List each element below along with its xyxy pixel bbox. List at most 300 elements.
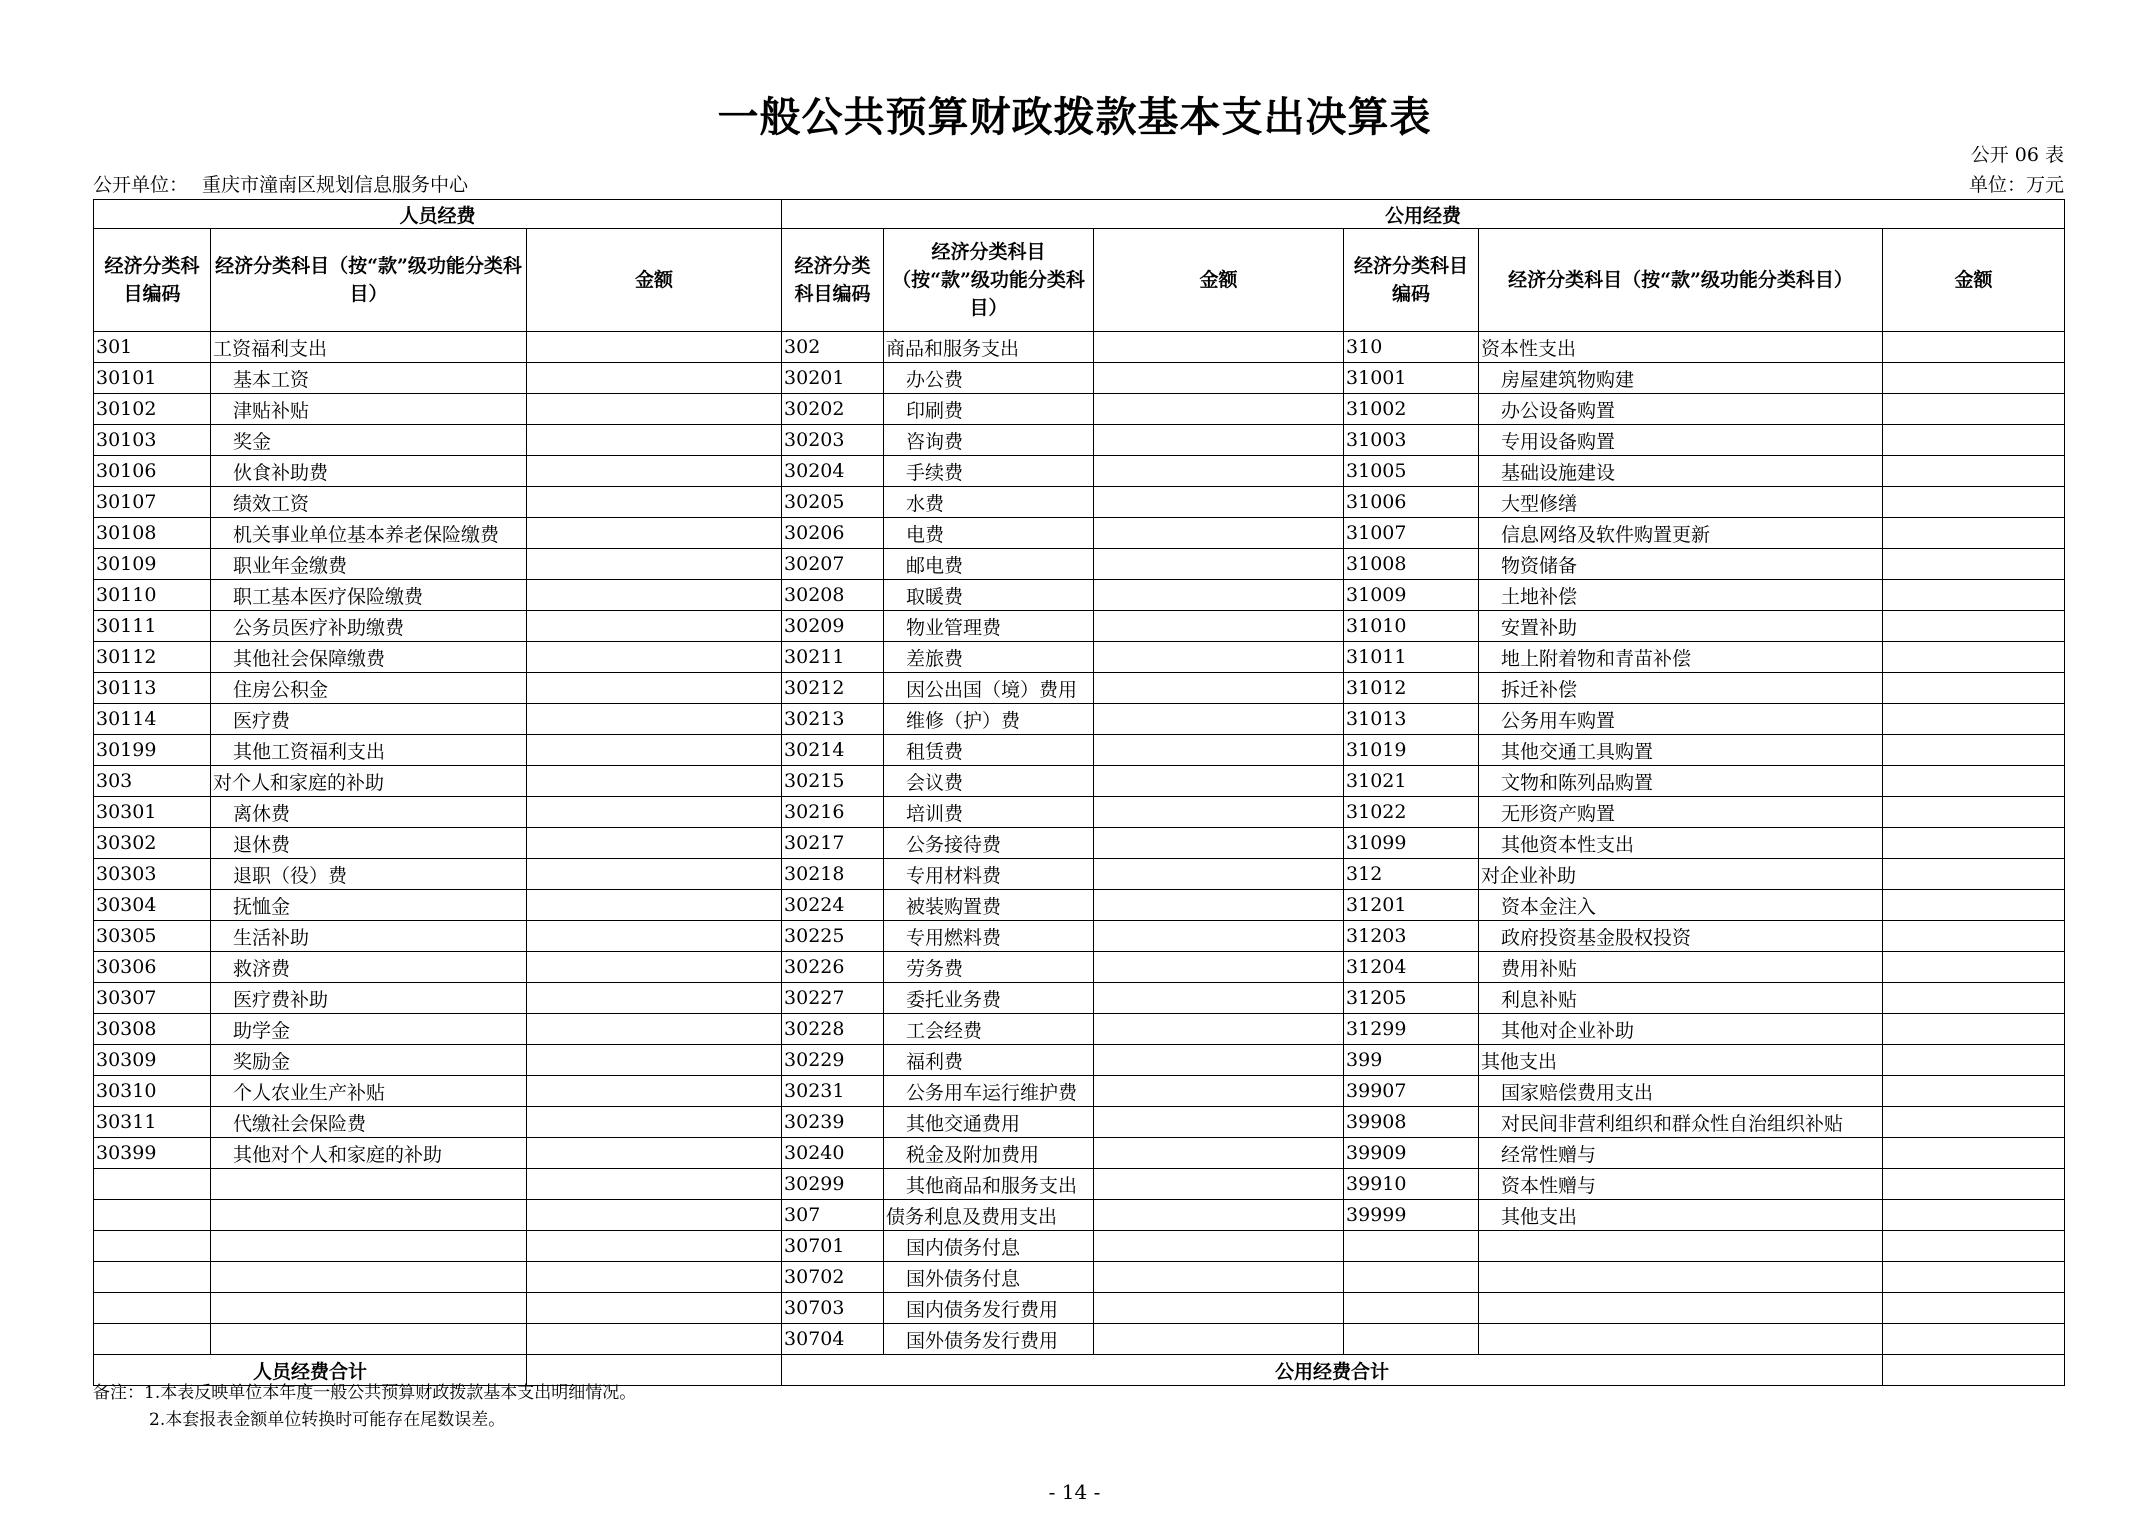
capital-code-cell: 39907 — [1344, 1076, 1479, 1107]
personnel-code-cell: 30110 — [94, 580, 211, 611]
goods-code-cell: 30225 — [782, 921, 884, 952]
capital-amount-cell — [1883, 425, 2065, 456]
goods-code-cell: 30212 — [782, 673, 884, 704]
col-goods-name: 经济分类科目（按“款”级功能分类科目） — [884, 229, 1094, 332]
personnel-name-cell: 退职（役）费 — [211, 859, 527, 890]
col-goods-amount: 金额 — [1094, 229, 1344, 332]
personnel-name-cell — [211, 1324, 527, 1355]
table-row — [94, 1262, 2065, 1293]
capital-code-cell: 31005 — [1344, 456, 1479, 487]
personnel-amount-cell — [527, 921, 782, 952]
table-row — [94, 859, 2065, 890]
table-row — [94, 673, 2065, 704]
goods-name-cell: 差旅费 — [884, 642, 1094, 673]
goods-amount-cell — [1094, 828, 1344, 859]
goods-name-cell: 国内债务付息 — [884, 1231, 1094, 1262]
col-capital-name: 经济分类科目（按“款”级功能分类科目） — [1479, 229, 1883, 332]
capital-code-cell: 31008 — [1344, 549, 1479, 580]
table-row — [94, 921, 2065, 952]
goods-name-cell: 咨询费 — [884, 425, 1094, 456]
goods-code-cell: 30701 — [782, 1231, 884, 1262]
goods-name-cell: 邮电费 — [884, 549, 1094, 580]
capital-code-cell: 31019 — [1344, 735, 1479, 766]
capital-amount-cell — [1883, 890, 2065, 921]
capital-code-cell: 31203 — [1344, 921, 1479, 952]
unit-label: 公开单位： — [93, 174, 189, 196]
capital-code-cell: 31299 — [1344, 1014, 1479, 1045]
col-capital-amount: 金额 — [1883, 229, 2065, 332]
personnel-name-cell: 生活补助 — [211, 921, 527, 952]
public-total-label: 公用经费合计 — [782, 1355, 1883, 1386]
goods-name-cell: 维修（护）费 — [884, 704, 1094, 735]
table-row — [94, 642, 2065, 673]
goods-amount-cell — [1094, 1045, 1344, 1076]
personnel-name-cell: 抚恤金 — [211, 890, 527, 921]
personnel-code-cell: 30309 — [94, 1045, 211, 1076]
personnel-code-cell — [94, 1231, 211, 1262]
goods-name-cell: 国外债务付息 — [884, 1262, 1094, 1293]
personnel-name-cell: 个人农业生产补贴 — [211, 1076, 527, 1107]
capital-name-cell: 安置补助 — [1479, 611, 1883, 642]
goods-name-cell: 手续费 — [884, 456, 1094, 487]
capital-amount-cell — [1883, 797, 2065, 828]
capital-code-cell: 39999 — [1344, 1200, 1479, 1231]
capital-amount-cell — [1883, 921, 2065, 952]
table-row — [94, 332, 2065, 363]
goods-name-cell: 取暖费 — [884, 580, 1094, 611]
personnel-amount-cell — [527, 952, 782, 983]
note-2: 2.本套报表金额单位转换时可能存在尾数误差。 — [149, 1410, 506, 1430]
personnel-amount-cell — [527, 983, 782, 1014]
goods-code-cell: 30299 — [782, 1169, 884, 1200]
goods-name-cell: 水费 — [884, 487, 1094, 518]
personnel-code-cell: 30109 — [94, 549, 211, 580]
personnel-name-cell: 绩效工资 — [211, 487, 527, 518]
personnel-amount-cell — [527, 1076, 782, 1107]
capital-name-cell: 费用补贴 — [1479, 952, 1883, 983]
capital-name-cell: 文物和陈列品购置 — [1479, 766, 1883, 797]
capital-amount-cell — [1883, 642, 2065, 673]
personnel-name-cell: 工资福利支出 — [211, 332, 527, 363]
capital-name-cell: 国家赔偿费用支出 — [1479, 1076, 1883, 1107]
personnel-code-cell — [94, 1324, 211, 1355]
capital-code-cell — [1344, 1293, 1479, 1324]
capital-amount-cell — [1883, 766, 2065, 797]
personnel-code-cell: 30306 — [94, 952, 211, 983]
goods-amount-cell — [1094, 1200, 1344, 1231]
personnel-code-cell: 30304 — [94, 890, 211, 921]
goods-code-cell: 30224 — [782, 890, 884, 921]
goods-code-cell: 30227 — [782, 983, 884, 1014]
goods-code-cell: 30214 — [782, 735, 884, 766]
personnel-name-cell — [211, 1200, 527, 1231]
table-row — [94, 1324, 2065, 1355]
capital-amount-cell — [1883, 828, 2065, 859]
capital-code-cell: 39909 — [1344, 1138, 1479, 1169]
capital-code-cell: 31099 — [1344, 828, 1479, 859]
goods-name-cell: 租赁费 — [884, 735, 1094, 766]
personnel-amount-cell — [527, 487, 782, 518]
personnel-name-cell: 奖金 — [211, 425, 527, 456]
personnel-name-cell: 其他社会保障缴费 — [211, 642, 527, 673]
capital-name-cell: 其他对企业补助 — [1479, 1014, 1883, 1045]
goods-name-cell: 办公费 — [884, 363, 1094, 394]
goods-code-cell: 30703 — [782, 1293, 884, 1324]
goods-name-cell: 国外债务发行费用 — [884, 1324, 1094, 1355]
table-row — [94, 797, 2065, 828]
goods-name-cell: 公务接待费 — [884, 828, 1094, 859]
goods-amount-cell — [1094, 518, 1344, 549]
personnel-amount-cell — [527, 1045, 782, 1076]
capital-name-cell — [1479, 1262, 1883, 1293]
goods-name-cell: 劳务费 — [884, 952, 1094, 983]
capital-code-cell: 31002 — [1344, 394, 1479, 425]
personnel-amount-cell — [527, 580, 782, 611]
table-row — [94, 766, 2065, 797]
section-header-row — [94, 200, 2065, 229]
personnel-code-cell: 30311 — [94, 1107, 211, 1138]
personnel-code-cell: 30301 — [94, 797, 211, 828]
capital-code-cell: 39910 — [1344, 1169, 1479, 1200]
table-row — [94, 456, 2065, 487]
personnel-code-cell: 30108 — [94, 518, 211, 549]
personnel-code-cell: 30114 — [94, 704, 211, 735]
goods-name-cell: 税金及附加费用 — [884, 1138, 1094, 1169]
capital-code-cell: 31012 — [1344, 673, 1479, 704]
capital-amount-cell — [1883, 1014, 2065, 1045]
page-number: - 14 - — [1048, 1480, 1101, 1504]
form-number: 公开 06 表 — [1970, 144, 2064, 166]
personnel-amount-cell — [527, 1014, 782, 1045]
capital-code-cell: 399 — [1344, 1045, 1479, 1076]
currency-unit: 单位：万元 — [1968, 174, 2064, 196]
goods-name-cell: 其他交通费用 — [884, 1107, 1094, 1138]
personnel-amount-cell — [527, 1324, 782, 1355]
goods-amount-cell — [1094, 1107, 1344, 1138]
goods-amount-cell — [1094, 1293, 1344, 1324]
capital-code-cell: 39908 — [1344, 1107, 1479, 1138]
capital-name-cell — [1479, 1293, 1883, 1324]
personnel-code-cell: 30308 — [94, 1014, 211, 1045]
personnel-amount-cell — [527, 1262, 782, 1293]
personnel-code-cell: 30112 — [94, 642, 211, 673]
goods-amount-cell — [1094, 890, 1344, 921]
personnel-amount-cell — [527, 1231, 782, 1262]
personnel-amount-cell — [527, 642, 782, 673]
goods-name-cell: 债务利息及费用支出 — [884, 1200, 1094, 1231]
personnel-code-cell: 30106 — [94, 456, 211, 487]
capital-code-cell: 31007 — [1344, 518, 1479, 549]
capital-amount-cell — [1883, 1200, 2065, 1231]
goods-name-cell: 公务用车运行维护费 — [884, 1076, 1094, 1107]
personnel-name-cell — [211, 1293, 527, 1324]
personnel-code-cell: 30307 — [94, 983, 211, 1014]
notes — [93, 1380, 636, 1434]
goods-code-cell: 302 — [782, 332, 884, 363]
table-body — [94, 332, 2065, 1355]
capital-code-cell: 31010 — [1344, 611, 1479, 642]
capital-name-cell: 政府投资基金股权投资 — [1479, 921, 1883, 952]
capital-amount-cell — [1883, 549, 2065, 580]
goods-name-cell: 因公出国（境）费用 — [884, 673, 1094, 704]
capital-name-cell: 信息网络及软件购置更新 — [1479, 518, 1883, 549]
goods-amount-cell — [1094, 766, 1344, 797]
goods-amount-cell — [1094, 611, 1344, 642]
personnel-code-cell — [94, 1293, 211, 1324]
goods-amount-cell — [1094, 425, 1344, 456]
goods-amount-cell — [1094, 549, 1344, 580]
personnel-name-cell: 医疗费补助 — [211, 983, 527, 1014]
table-row — [94, 1293, 2065, 1324]
capital-code-cell — [1344, 1262, 1479, 1293]
personnel-name-cell — [211, 1169, 527, 1200]
personnel-code-cell: 30199 — [94, 735, 211, 766]
capital-amount-cell — [1883, 1045, 2065, 1076]
table-row — [94, 549, 2065, 580]
goods-amount-cell — [1094, 921, 1344, 952]
capital-name-cell: 对民间非营利组织和群众性自治组织补贴 — [1479, 1107, 1883, 1138]
goods-name-cell: 物业管理费 — [884, 611, 1094, 642]
goods-amount-cell — [1094, 704, 1344, 735]
capital-amount-cell — [1883, 983, 2065, 1014]
capital-code-cell — [1344, 1324, 1479, 1355]
capital-name-cell: 房屋建筑物购建 — [1479, 363, 1883, 394]
table-row — [94, 425, 2065, 456]
table-row — [94, 1076, 2065, 1107]
personnel-code-cell: 303 — [94, 766, 211, 797]
personnel-name-cell: 住房公积金 — [211, 673, 527, 704]
table-row — [94, 735, 2065, 766]
capital-amount-cell — [1883, 1293, 2065, 1324]
table-row — [94, 611, 2065, 642]
unit-name: 重庆市潼南区规划信息服务中心 — [202, 174, 469, 196]
table-row — [94, 890, 2065, 921]
personnel-amount-cell — [527, 332, 782, 363]
personnel-name-cell: 对个人和家庭的补助 — [211, 766, 527, 797]
column-header-row — [94, 229, 2065, 332]
goods-amount-cell — [1094, 952, 1344, 983]
capital-code-cell: 31205 — [1344, 983, 1479, 1014]
personnel-amount-cell — [527, 1169, 782, 1200]
personnel-name-cell: 救济费 — [211, 952, 527, 983]
personnel-amount-cell — [527, 704, 782, 735]
personnel-amount-cell — [527, 766, 782, 797]
capital-amount-cell — [1883, 735, 2065, 766]
capital-code-cell: 31011 — [1344, 642, 1479, 673]
personnel-name-cell: 退休费 — [211, 828, 527, 859]
personnel-code-cell: 30302 — [94, 828, 211, 859]
capital-name-cell: 办公设备购置 — [1479, 394, 1883, 425]
capital-name-cell: 无形资产购置 — [1479, 797, 1883, 828]
capital-name-cell: 资本金注入 — [1479, 890, 1883, 921]
capital-amount-cell — [1883, 580, 2065, 611]
capital-code-cell: 31001 — [1344, 363, 1479, 394]
table-row — [94, 1169, 2065, 1200]
capital-code-cell: 31003 — [1344, 425, 1479, 456]
goods-code-cell: 30206 — [782, 518, 884, 549]
capital-code-cell: 312 — [1344, 859, 1479, 890]
capital-name-cell — [1479, 1324, 1883, 1355]
goods-amount-cell — [1094, 487, 1344, 518]
goods-amount-cell — [1094, 456, 1344, 487]
personnel-code-cell: 30103 — [94, 425, 211, 456]
goods-name-cell: 被装购置费 — [884, 890, 1094, 921]
table-row — [94, 1138, 2065, 1169]
goods-amount-cell — [1094, 983, 1344, 1014]
goods-amount-cell — [1094, 1324, 1344, 1355]
personnel-name-cell — [211, 1231, 527, 1262]
personnel-name-cell: 医疗费 — [211, 704, 527, 735]
capital-amount-cell — [1883, 363, 2065, 394]
capital-name-cell: 对企业补助 — [1479, 859, 1883, 890]
goods-code-cell: 30229 — [782, 1045, 884, 1076]
personnel-amount-cell — [527, 1107, 782, 1138]
goods-code-cell: 30226 — [782, 952, 884, 983]
personnel-amount-cell — [527, 1293, 782, 1324]
personnel-amount-cell — [527, 859, 782, 890]
personnel-amount-cell — [527, 549, 782, 580]
page-title: 一般公共预算财政拨款基本支出决算表 — [717, 93, 1432, 141]
col-personnel-name: 经济分类科目（按“款”级功能分类科目） — [211, 229, 527, 332]
goods-name-cell: 福利费 — [884, 1045, 1094, 1076]
goods-code-cell: 30205 — [782, 487, 884, 518]
goods-code-cell: 30217 — [782, 828, 884, 859]
capital-amount-cell — [1883, 1107, 2065, 1138]
capital-amount-cell — [1883, 332, 2065, 363]
capital-name-cell: 基础设施建设 — [1479, 456, 1883, 487]
personnel-amount-cell — [527, 518, 782, 549]
personnel-name-cell: 助学金 — [211, 1014, 527, 1045]
capital-name-cell: 其他资本性支出 — [1479, 828, 1883, 859]
col-personnel-amount: 金额 — [527, 229, 782, 332]
table-row — [94, 580, 2065, 611]
personnel-name-cell: 职业年金缴费 — [211, 549, 527, 580]
table-row — [94, 518, 2065, 549]
goods-code-cell: 30211 — [782, 642, 884, 673]
expenditure-table — [93, 199, 2065, 1386]
personnel-code-cell: 30101 — [94, 363, 211, 394]
goods-code-cell: 30202 — [782, 394, 884, 425]
goods-name-cell: 工会经费 — [884, 1014, 1094, 1045]
goods-name-cell: 培训费 — [884, 797, 1094, 828]
personnel-amount-cell — [527, 673, 782, 704]
capital-amount-cell — [1883, 859, 2065, 890]
capital-amount-cell — [1883, 704, 2065, 735]
personnel-name-cell: 伙食补助费 — [211, 456, 527, 487]
unit-line — [93, 170, 468, 197]
goods-code-cell: 30203 — [782, 425, 884, 456]
capital-amount-cell — [1883, 1231, 2065, 1262]
capital-name-cell: 其他支出 — [1479, 1200, 1883, 1231]
personnel-code-cell — [94, 1200, 211, 1231]
goods-code-cell: 30207 — [782, 549, 884, 580]
goods-name-cell: 专用燃料费 — [884, 921, 1094, 952]
capital-name-cell: 物资储备 — [1479, 549, 1883, 580]
goods-name-cell: 电费 — [884, 518, 1094, 549]
capital-name-cell: 其他交通工具购置 — [1479, 735, 1883, 766]
personnel-code-cell: 301 — [94, 332, 211, 363]
capital-amount-cell — [1883, 518, 2065, 549]
capital-amount-cell — [1883, 952, 2065, 983]
goods-amount-cell — [1094, 1262, 1344, 1293]
capital-name-cell: 资本性赠与 — [1479, 1169, 1883, 1200]
goods-amount-cell — [1094, 1138, 1344, 1169]
capital-amount-cell — [1883, 1262, 2065, 1293]
table-row — [94, 828, 2065, 859]
capital-name-cell: 大型修缮 — [1479, 487, 1883, 518]
table-row — [94, 952, 2065, 983]
note-1: 备注：1.本表反映单位本年度一般公共预算财政拨款基本支出明细情况。 — [93, 1383, 637, 1403]
table-row — [94, 983, 2065, 1014]
personnel-code-cell: 30399 — [94, 1138, 211, 1169]
capital-amount-cell — [1883, 673, 2065, 704]
goods-name-cell: 其他商品和服务支出 — [884, 1169, 1094, 1200]
table-row — [94, 363, 2065, 394]
personnel-name-cell: 代缴社会保险费 — [211, 1107, 527, 1138]
capital-name-cell: 地上附着物和青苗补偿 — [1479, 642, 1883, 673]
personnel-code-cell: 30102 — [94, 394, 211, 425]
goods-amount-cell — [1094, 859, 1344, 890]
goods-amount-cell — [1094, 735, 1344, 766]
goods-code-cell: 30239 — [782, 1107, 884, 1138]
table-row — [94, 1045, 2065, 1076]
capital-amount-cell — [1883, 1076, 2065, 1107]
table-row — [94, 1014, 2065, 1045]
personnel-name-cell: 离休费 — [211, 797, 527, 828]
personnel-name-cell: 其他对个人和家庭的补助 — [211, 1138, 527, 1169]
personnel-name-cell — [211, 1262, 527, 1293]
goods-code-cell: 30209 — [782, 611, 884, 642]
personnel-name-cell: 公务员医疗补助缴费 — [211, 611, 527, 642]
goods-code-cell: 30213 — [782, 704, 884, 735]
table-row — [94, 1231, 2065, 1262]
personnel-name-cell: 其他工资福利支出 — [211, 735, 527, 766]
goods-code-cell: 30231 — [782, 1076, 884, 1107]
capital-name-cell: 其他支出 — [1479, 1045, 1883, 1076]
table-row — [94, 394, 2065, 425]
personnel-amount-cell — [527, 363, 782, 394]
personnel-amount-cell — [527, 797, 782, 828]
goods-name-cell: 会议费 — [884, 766, 1094, 797]
personnel-name-cell: 津贴补贴 — [211, 394, 527, 425]
goods-amount-cell — [1094, 332, 1344, 363]
personnel-amount-cell — [527, 1138, 782, 1169]
personnel-name-cell: 职工基本医疗保险缴费 — [211, 580, 527, 611]
personnel-amount-cell — [527, 425, 782, 456]
personnel-code-cell: 30107 — [94, 487, 211, 518]
personnel-name-cell: 基本工资 — [211, 363, 527, 394]
personnel-total-label: 人员经费合计 — [94, 1355, 527, 1386]
capital-amount-cell — [1883, 487, 2065, 518]
goods-code-cell: 30218 — [782, 859, 884, 890]
goods-name-cell: 专用材料费 — [884, 859, 1094, 890]
capital-code-cell: 31009 — [1344, 580, 1479, 611]
personnel-code-cell: 30303 — [94, 859, 211, 890]
capital-code-cell: 31204 — [1344, 952, 1479, 983]
col-capital-code: 经济分类科目编码 — [1344, 229, 1479, 332]
personnel-amount-cell — [527, 890, 782, 921]
goods-amount-cell — [1094, 363, 1344, 394]
goods-amount-cell — [1094, 642, 1344, 673]
capital-amount-cell — [1883, 1324, 2065, 1355]
goods-code-cell: 307 — [782, 1200, 884, 1231]
capital-name-cell: 土地补偿 — [1479, 580, 1883, 611]
col-personnel-code: 经济分类科目编码 — [94, 229, 211, 332]
capital-amount-cell — [1883, 1169, 2065, 1200]
capital-code-cell: 31013 — [1344, 704, 1479, 735]
personnel-code-cell: 30305 — [94, 921, 211, 952]
capital-amount-cell — [1883, 611, 2065, 642]
